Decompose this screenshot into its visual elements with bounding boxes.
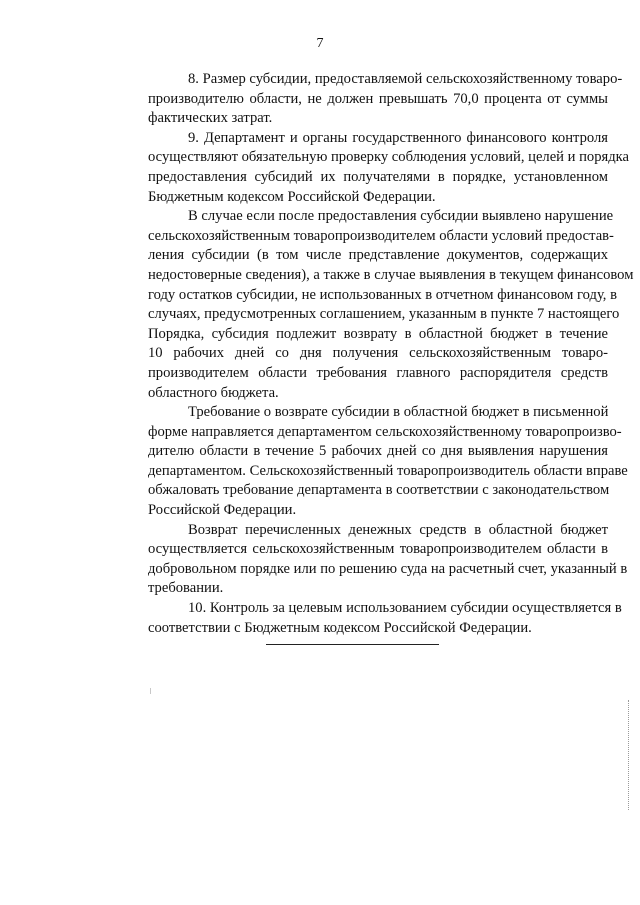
document-body (108, 70, 634, 638)
text-line: соответствии с Бюджетным кодексом Российской Федерации. (148, 619, 532, 636)
paragraph-violation (108, 207, 634, 403)
text-line: Порядка, субсидия подлежит возврату в областной бюджет в течение (148, 325, 608, 342)
text-line: году остатков субсидии, не использованных в отчетном финансовом году, в (148, 286, 617, 303)
text-line: Требование о возврате субсидии в областной бюджет в письменной (188, 404, 609, 421)
paragraph-item-9 (108, 129, 629, 207)
text-line: производителю области, не должен превышать 70,0 процента от суммы (148, 90, 608, 107)
closing-divider (266, 644, 439, 645)
text-line: обжаловать требование департамента в соответствии с законодательством (148, 482, 610, 499)
text-line: осуществляется сельскохозяйственным товаропроизводителем области в (148, 541, 608, 558)
text-line: сельскохозяйственным товаропроизводителем области условий предостав- (148, 227, 614, 244)
text-line: дителю области в течение 5 рабочих дней со дня выявления нарушения (148, 443, 608, 460)
text-line: Возврат перечисленных денежных средств в областной бюджет (188, 521, 608, 538)
text-line: форме направляется департаментом сельскохозяйственному товаропроизво- (148, 423, 622, 440)
page-number: 7 (316, 36, 324, 51)
text-line: ления субсидии (в том числе представление документов, содержащих (148, 247, 608, 264)
paragraph-item-8 (108, 70, 623, 129)
paragraph-refund-procedure (108, 521, 628, 599)
text-line: 9. Департамент и органы государственного финансового контроля (188, 129, 608, 146)
text-line: 8. Размер субсидии, предоставляемой сельскохозяйственному товаро- (188, 71, 623, 87)
text-line: 10 рабочих дней со дня получения сельскохозяйственным товаро- (148, 345, 608, 362)
text-line: 10. Контроль за целевым использованием субсидии осуществляется в (188, 600, 622, 617)
text-line: осуществляют обязательную проверку соблюдения условий, целей и порядка (148, 149, 629, 166)
text-line: департаментом. Сельскохозяйственный товаропроизводитель области вправе (148, 462, 628, 479)
text-line: предоставления субсидий их получателями в порядке, установленном (148, 168, 608, 185)
text-line: недостоверные сведения), а также в случае выявления в текущем финансовом (148, 266, 634, 283)
text-line: Бюджетным кодексом Российской Федерации. (148, 188, 436, 205)
paragraph-refund-demand (108, 403, 628, 521)
text-line: случаях, предусмотренных соглашением, указанным в пункте 7 настоящего (148, 306, 620, 323)
text-line: фактических затрат. (148, 110, 273, 127)
text-line: требовании. (148, 580, 224, 597)
scan-artifact (150, 688, 151, 694)
text-line: В случае если после предоставления субсидии выявлено нарушение (188, 208, 614, 225)
margin-binding-marks (628, 700, 633, 810)
text-line: областного бюджета. (148, 384, 279, 401)
text-line: производителем области требования главного распорядителя средств (148, 364, 608, 381)
text-line: добровольном порядке или по решению суда на расчетный счет, указанный в (148, 560, 628, 577)
paragraph-item-10 (108, 599, 622, 638)
text-line: Российской Федерации. (148, 502, 297, 519)
